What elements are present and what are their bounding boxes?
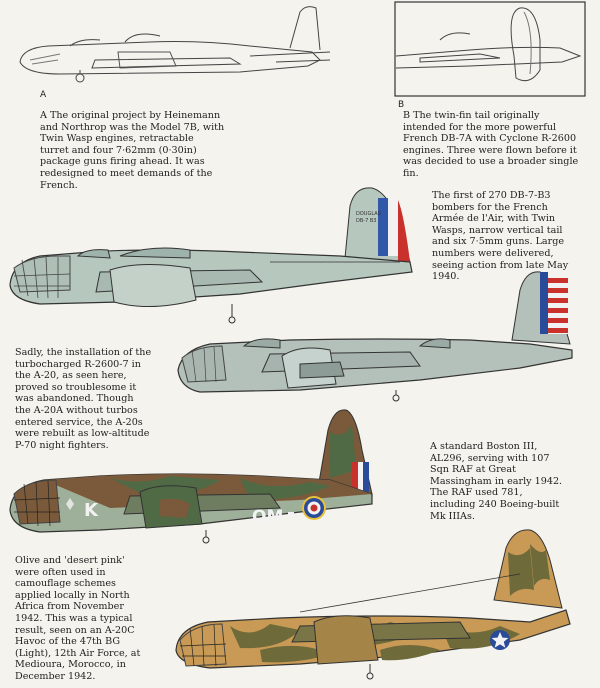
db7-b3-french-bomber — [10, 188, 412, 323]
caption-havoc: Olive and 'desert pink' were often used in camouflage schemes applied locally in North Africa from November 1942. This was a typical result, seen on an A-20C Havoc of the 47th BG (Light), 12th Air Force, at Medioura, Morocco, in December 1942. — [15, 555, 141, 682]
svg-text:OM: OM — [252, 507, 284, 527]
model-7b-line-drawing — [20, 7, 330, 82]
svg-text:DOUGLAS: DOUGLAS — [356, 211, 381, 217]
figure-label-a: A — [40, 90, 47, 100]
twin-fin-tail-box — [395, 2, 585, 96]
svg-text:DB-7 B3: DB-7 B3 — [356, 218, 377, 224]
figure-label-b: B — [398, 100, 405, 110]
caption-twin-fin: B The twin-fin tail originally intended for the more powerful French DB-7A with Cyclone R-2600 engines. Three were flown before it was decided to use a broader single fin. — [403, 110, 579, 179]
caption-a20: Sadly, the installation of the turbocharged R-2600-7 in the A-20, as seen here, proved so troublesome it was abandoned. Though the A-20A without turbos entered service, the A-20s were rebuilt as low-altitude P-70 night fighters. — [15, 347, 152, 451]
svg-text:K: K — [84, 500, 98, 521]
a20c-havoc-desert-aircraft — [176, 530, 570, 679]
caption-boston-iii: A standard Boston III, AL296, serving with 107 Sqn RAF at Great Massingham in early 1942. The RAF used 781, including 240 Boeing-built Mk IIIAs. — [430, 441, 563, 522]
caption-model-7b: A The original project by Heinemann and Northrop was the Model 7B, with Twin Wasp engines, retractable turret and four 7·62mm (0·30in) package guns firing ahead. It was redesigned to meet demands of the French. — [40, 110, 225, 191]
caption-db7-b3: The first of 270 DB-7-B3 bombers for the French Armée de l'Air, with Twin Wasps, narrow vertical tail and six 7·5mm guns. Large numbers were delivered, seeing action from late May 1940. — [432, 190, 569, 283]
